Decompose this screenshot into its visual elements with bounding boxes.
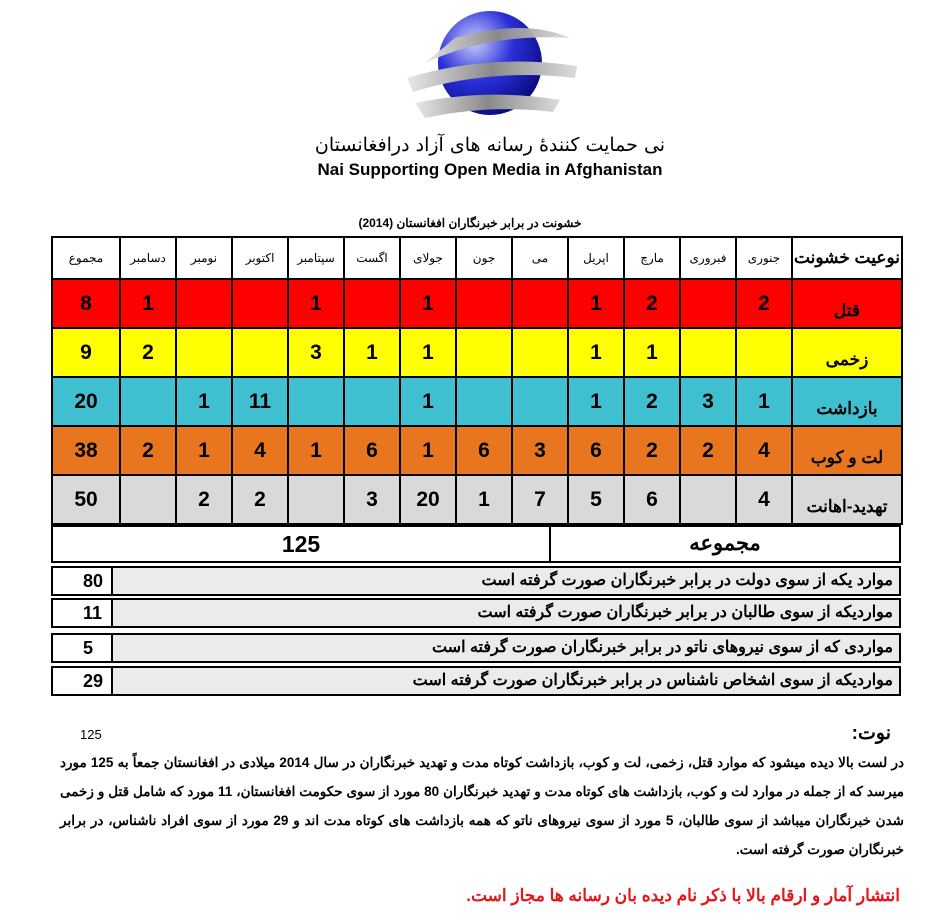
month-value-cell (288, 475, 344, 524)
month-value-cell (512, 328, 568, 377)
org-name-persian: نی حمایت کنندهٔ رسانه های آزاد درافغانستان (314, 134, 666, 156)
source-text: مواردیکه از سوی اشخاص ناشناس در برابر خبرنگاران صورت گرفته است (412, 672, 893, 689)
month-value-cell (232, 328, 288, 377)
source-row-unknown (51, 666, 901, 696)
org-name-english: Nai Supporting Open Media in Afghanistan (317, 160, 663, 179)
month-value-cell: 3 (344, 475, 400, 524)
month-value-cell: 1 (456, 475, 512, 524)
source-row-government (51, 566, 901, 596)
month-value-cell (680, 475, 736, 524)
month-header: اپریل (568, 237, 624, 279)
month-value-cell: 1 (400, 377, 456, 426)
grand-total-label: مجموعه (549, 527, 899, 561)
month-value-cell (120, 475, 176, 524)
source-row-nato (51, 633, 901, 663)
month-value-cell (456, 279, 512, 328)
row-total-cell: 20 (52, 377, 120, 426)
month-value-cell: 1 (568, 328, 624, 377)
month-value-cell (456, 328, 512, 377)
month-value-cell (736, 328, 792, 377)
source-value: 11 (53, 600, 113, 626)
type-header: نوعیت خشونت (792, 237, 902, 279)
row-total-cell: 9 (52, 328, 120, 377)
row-injured (52, 328, 902, 377)
month-value-cell (680, 328, 736, 377)
month-value-cell: 3 (680, 377, 736, 426)
month-value-cell: 6 (344, 426, 400, 475)
month-value-cell: 1 (400, 279, 456, 328)
footer-note: انتشار آمار و ارقام بالا با ذکر نام دیده بان رسانه ها مجاز است. (466, 886, 900, 905)
month-header: اگست (344, 237, 400, 279)
month-value-cell: 3 (512, 426, 568, 475)
row-total-cell: 50 (52, 475, 120, 524)
month-value-cell (176, 279, 232, 328)
note-title: نوت: (851, 723, 891, 744)
month-value-cell: 6 (568, 426, 624, 475)
month-value-cell (232, 279, 288, 328)
month-value-cell: 2 (624, 377, 680, 426)
month-value-cell: 1 (736, 377, 792, 426)
month-value-cell: 20 (400, 475, 456, 524)
month-value-cell: 2 (176, 475, 232, 524)
month-value-cell (344, 279, 400, 328)
grand-total-row (51, 525, 901, 563)
month-header: نومبر (176, 237, 232, 279)
nai-globe-logo (395, 8, 585, 138)
total-header: مجموع (52, 237, 120, 279)
row-label: بازداشت (792, 377, 902, 426)
month-value-cell: 2 (232, 475, 288, 524)
month-header: جولای (400, 237, 456, 279)
row-killed (52, 279, 902, 328)
month-value-cell: 2 (624, 426, 680, 475)
source-text: مواردیکه از سوی طالبان در برابر خبرنگاران صورت گرفته است (477, 604, 893, 621)
month-value-cell: 1 (568, 279, 624, 328)
month-value-cell (512, 279, 568, 328)
month-value-cell (120, 377, 176, 426)
row-threat (52, 475, 902, 524)
row-label: تهدید-اهانت (792, 475, 902, 524)
note-number: 125 (80, 727, 102, 742)
month-header: جون (456, 237, 512, 279)
source-text: مواردی که از سوی نیروهای ناتو در برابر خبرنگاران صورت گرفته است (431, 639, 893, 656)
month-header: جنوری (736, 237, 792, 279)
source-value: 80 (53, 568, 113, 594)
note-body: در لست بالا دیده میشود که موارد قتل، زخمی، لت و کوب، بازداشت کوتاه مدت و تهدید خبرنگاران در سال 2014 میلادی در افغانستان جمعاً به 125 مورد میرسد که از جمله در موارد لت و کوب، بازداشت های کوتاه مدت و تهدید خبرنگاران 80 مورد از سوی حکومت افغانستان، 11 مورد که شامل قتل و زخمی شدن خبرنگاران میباشد از سوی طالبان، 5 مورد از سوی نیروهای ناتو که همه بازداشت های کوتاه مدت اند و 29 مورد از سوی افراد ناشناس، در برابر خبرنگاران صورت گرفته است. (60, 755, 904, 857)
source-value: 29 (53, 668, 113, 694)
month-value-cell: 2 (624, 279, 680, 328)
table-title: خشونت در برابر خبرنگاران افغانستان (2014) (358, 216, 582, 230)
month-value-cell: 1 (568, 377, 624, 426)
month-header: سپتامبر (288, 237, 344, 279)
row-label: لت و کوب (792, 426, 902, 475)
month-value-cell: 2 (680, 426, 736, 475)
month-value-cell (176, 328, 232, 377)
month-value-cell: 2 (120, 328, 176, 377)
month-value-cell: 1 (120, 279, 176, 328)
month-value-cell (512, 377, 568, 426)
month-value-cell (288, 377, 344, 426)
violence-table (51, 236, 903, 525)
row-label: قتل (792, 279, 902, 328)
row-beaten (52, 426, 902, 475)
month-value-cell: 2 (736, 279, 792, 328)
month-value-cell: 7 (512, 475, 568, 524)
month-value-cell: 1 (176, 426, 232, 475)
month-value-cell: 2 (120, 426, 176, 475)
month-value-cell: 6 (456, 426, 512, 475)
month-value-cell: 4 (232, 426, 288, 475)
month-value-cell: 11 (232, 377, 288, 426)
row-detained (52, 377, 902, 426)
row-label: زخمی (792, 328, 902, 377)
month-value-cell: 5 (568, 475, 624, 524)
month-value-cell: 1 (288, 426, 344, 475)
month-value-cell: 6 (624, 475, 680, 524)
month-header: می (512, 237, 568, 279)
month-value-cell (456, 377, 512, 426)
grand-total-value: 125 (281, 531, 321, 557)
header-row (52, 237, 902, 279)
month-value-cell: 1 (176, 377, 232, 426)
month-value-cell: 1 (288, 279, 344, 328)
source-row-taliban (51, 598, 901, 628)
month-value-cell: 3 (288, 328, 344, 377)
row-total-cell: 38 (52, 426, 120, 475)
month-header: فبروری (680, 237, 736, 279)
source-value: 5 (53, 635, 113, 661)
month-value-cell: 4 (736, 426, 792, 475)
month-value-cell (344, 377, 400, 426)
month-value-cell: 1 (400, 328, 456, 377)
source-text: موارد یکه از سوی دولت در برابر خبرنگاران صورت گرفته است (481, 572, 893, 589)
month-value-cell: 1 (624, 328, 680, 377)
month-value-cell: 4 (736, 475, 792, 524)
row-total-cell: 8 (52, 279, 120, 328)
month-header: مارچ (624, 237, 680, 279)
month-value-cell: 1 (400, 426, 456, 475)
month-value-cell (680, 279, 736, 328)
month-header: دسامبر (120, 237, 176, 279)
month-header: اکتوبر (232, 237, 288, 279)
month-value-cell: 1 (344, 328, 400, 377)
